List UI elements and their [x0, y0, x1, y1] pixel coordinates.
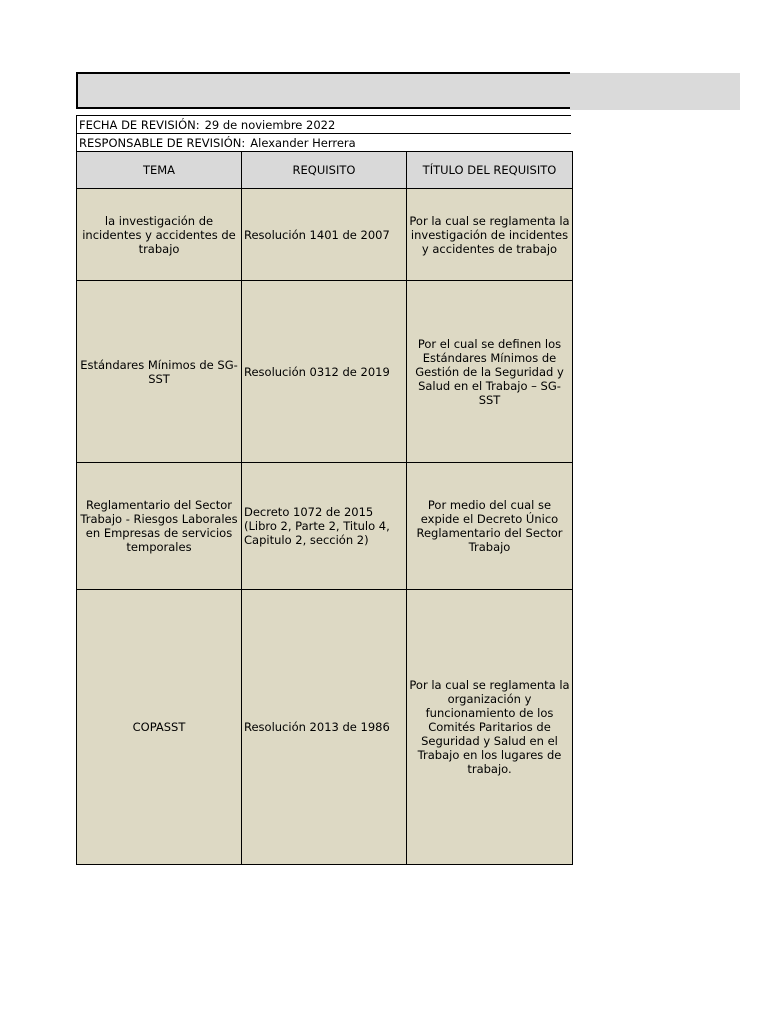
cell-titulo: Por la cual se reglamenta la organización y funcionamiento de los Comités Paritarios de Seguridad y Salud en el Trabajo en los lugares de trabajo.	[407, 590, 573, 865]
fecha-revision-value: 29 de noviembre 2022	[204, 118, 336, 132]
cell-requisito: Resolución 2013 de 1986	[242, 590, 407, 865]
cell-titulo: Por la cual se reglamenta la investigación de incidentes y accidentes de trabajo	[407, 189, 573, 281]
table-row	[77, 590, 573, 865]
responsable-revision-label: RESPONSABLE DE REVISIÓN:	[79, 136, 246, 150]
requisitos-table	[76, 151, 573, 865]
cell-tema: Estándares Mínimos de SG-SST	[77, 281, 242, 463]
table-row	[77, 281, 573, 463]
cell-requisito: Resolución 0312 de 2019	[242, 281, 407, 463]
column-header-requisito: REQUISITO	[242, 152, 407, 189]
fecha-revision-row	[76, 115, 571, 133]
column-header-titulo: TÍTULO DEL REQUISITO	[407, 152, 573, 189]
table-row	[77, 463, 573, 590]
column-header-tema: TEMA	[77, 152, 242, 189]
cell-tema: la investigación de incidentes y accidentes de trabajo	[77, 189, 242, 281]
fecha-revision-label: FECHA DE REVISIÓN:	[79, 118, 200, 132]
cell-titulo: Por medio del cual se expide el Decreto Único Reglamentario del Sector Trabajo	[407, 463, 573, 590]
cell-tema: COPASST	[77, 590, 242, 865]
title-box	[76, 72, 570, 109]
table-row	[77, 189, 573, 281]
cell-tema: Reglamentario del Sector Trabajo - Riesgos Laborales en Empresas de servicios temporales	[77, 463, 242, 590]
responsable-revision-row	[76, 133, 571, 151]
responsable-revision-value: Alexander Herrera	[250, 136, 356, 150]
cell-titulo: Por el cual se definen los Estándares Mínimos de Gestión de la Seguridad y Salud en el Trabajo – SG-SST	[407, 281, 573, 463]
table-header-row	[77, 152, 573, 189]
cell-requisito: Resolución 1401 de 2007	[242, 189, 407, 281]
cell-requisito: Decreto 1072 de 2015 (Libro 2, Parte 2, Titulo 4, Capitulo 2, sección 2)	[242, 463, 407, 590]
title-box-extension	[570, 73, 740, 110]
